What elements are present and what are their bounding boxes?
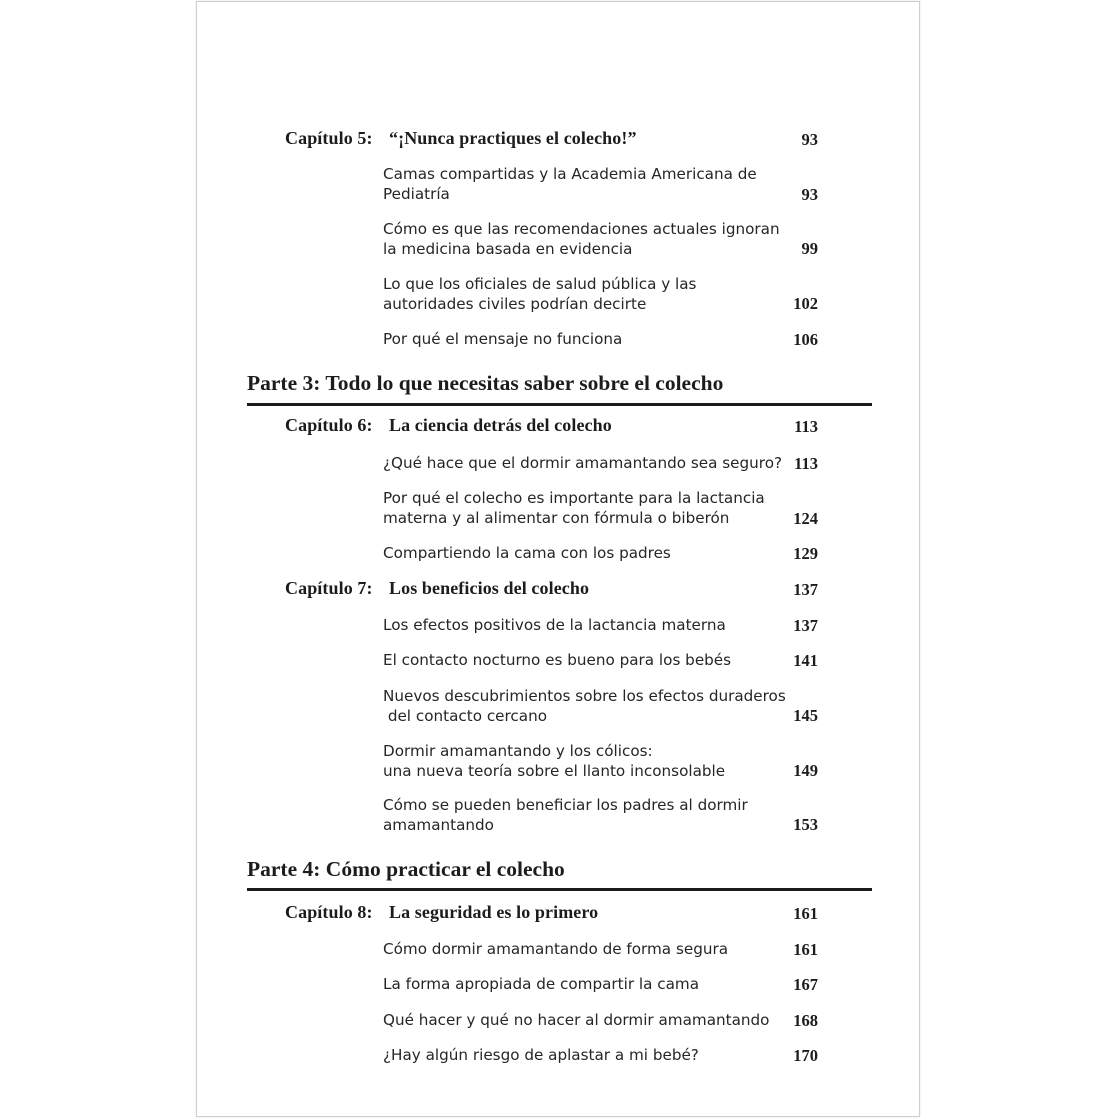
part-4-heading: Parte 4: Cómo practicar el colecho — [247, 857, 565, 881]
toc-entry: Compartiendo la cama con los padres — [383, 544, 671, 562]
book-page — [196, 1, 920, 1117]
entry-page-number: 141 — [793, 651, 818, 670]
part-3-heading: Parte 3: Todo lo que necesitas saber sobre el colecho — [247, 371, 724, 395]
entry-page-number: 145 — [793, 706, 818, 725]
toc-entry: ¿Hay algún riesgo de aplastar a mi bebé? — [383, 1046, 699, 1064]
toc-entry: Dormir amamantando y los cólicos: una nueva teoría sobre el llanto inconsolable — [383, 742, 726, 780]
toc-entry: Qué hacer y qué no hacer al dormir amamantando — [383, 1011, 770, 1029]
chapter-number: Capítulo 8: — [285, 902, 373, 922]
entry-page-number: 124 — [793, 509, 818, 528]
entry-page-number: 170 — [793, 1046, 818, 1065]
chapter-page-number: 161 — [793, 904, 818, 923]
toc-entry: Camas compartidas y la Academia Americana de Pediatría — [383, 165, 757, 203]
heading-rule — [247, 888, 872, 891]
chapter-title: “¡Nunca practiques el colecho!” — [389, 128, 637, 148]
entry-page-number: 137 — [793, 616, 818, 635]
entry-page-number: 113 — [794, 454, 818, 473]
entry-page-number: 102 — [793, 294, 818, 313]
chapter-page-number: 93 — [801, 130, 818, 149]
toc-entry: Cómo se pueden beneficiar los padres al dormir amamantando — [383, 796, 748, 834]
toc-entry: El contacto nocturno es bueno para los bebés — [383, 651, 732, 669]
toc-entry: Por qué el mensaje no funciona — [383, 330, 623, 348]
toc-entry: La forma apropiada de compartir la cama — [383, 975, 700, 993]
toc-entry: Lo que los oficiales de salud pública y las autoridades civiles podrían decirte — [383, 275, 697, 313]
entry-page-number: 99 — [801, 239, 818, 258]
entry-page-number: 161 — [793, 940, 818, 959]
toc-entry: Nuevos descubrimientos sobre los efectos duraderos del contacto cercano — [383, 687, 786, 725]
chapter-number: Capítulo 7: — [285, 578, 373, 598]
chapter-page-number: 137 — [793, 580, 818, 599]
chapter-title: La seguridad es lo primero — [389, 902, 599, 922]
toc-entry: ¿Qué hace que el dormir amamantando sea seguro? — [383, 454, 783, 472]
chapter-page-number: 113 — [794, 417, 818, 436]
chapter-number: Capítulo 5: — [285, 128, 373, 148]
chapter-number: Capítulo 6: — [285, 415, 373, 435]
entry-page-number: 129 — [793, 544, 818, 563]
chapter-title: La ciencia detrás del colecho — [389, 415, 612, 435]
heading-rule — [247, 403, 872, 406]
entry-page-number: 168 — [793, 1011, 818, 1030]
entry-page-number: 149 — [793, 761, 818, 780]
toc-entry: Los efectos positivos de la lactancia materna — [383, 616, 726, 634]
entry-page-number: 153 — [793, 815, 818, 834]
toc-entry: Por qué el colecho es importante para la lactancia materna y al alimentar con fórmula o biberón — [383, 489, 765, 527]
entry-page-number: 93 — [801, 185, 818, 204]
toc-entry: Cómo es que las recomendaciones actuales ignoran la medicina basada en evidencia — [383, 220, 780, 258]
toc-entry: Cómo dormir amamantando de forma segura — [383, 940, 729, 958]
entry-page-number: 167 — [793, 975, 818, 994]
chapter-title: Los beneficios del colecho — [389, 578, 590, 598]
entry-page-number: 106 — [793, 330, 818, 349]
